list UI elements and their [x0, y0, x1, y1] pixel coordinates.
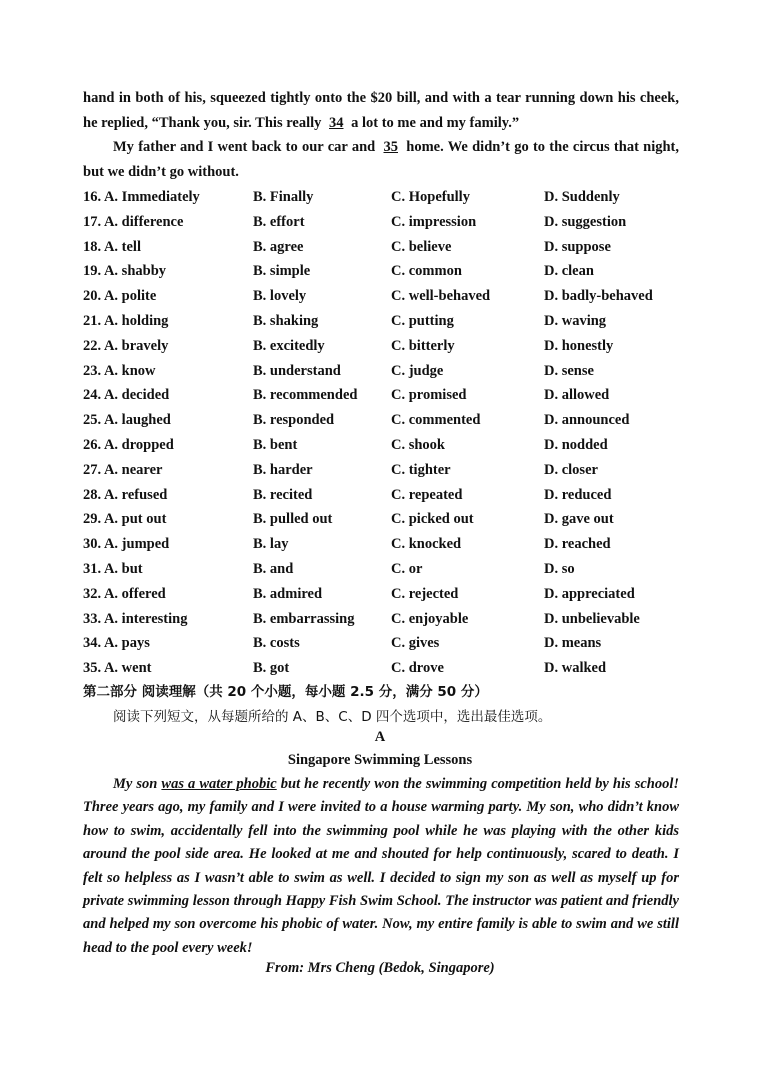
section-instruction: 阅读下列短文，从每题所给的 A、B、C、D 四个选项中，选出最佳选项。 — [113, 709, 552, 725]
option-row — [83, 383, 683, 408]
option-choice: C. gives — [391, 635, 440, 652]
option-row — [83, 210, 683, 235]
option-choice: 26. A. dropped — [83, 436, 174, 453]
option-choice: D. suggestion — [544, 213, 627, 230]
option-choice: C. tighter — [391, 461, 451, 478]
section-heading: 第二部分 阅读理解（共 20 个小题，每小题 2.5 分，满分 50 分） — [83, 684, 488, 700]
option-choice: D. means — [544, 635, 602, 652]
passage-text: My father and I went back to our car and — [113, 139, 376, 155]
option-row — [83, 532, 683, 557]
option-choice: B. pulled out — [253, 511, 333, 528]
option-choice: C. picked out — [391, 511, 474, 528]
option-choice: B. excitedly — [253, 337, 325, 354]
option-row — [83, 582, 683, 607]
option-row — [83, 185, 683, 210]
passage-source: From: Mrs Cheng (Bedok, Singapore) — [265, 960, 495, 976]
option-choice: D. clean — [544, 263, 594, 280]
option-choice: B. shaking — [253, 312, 319, 329]
option-choice: D. unbelievable — [544, 610, 640, 627]
option-row — [83, 458, 683, 483]
passage-paragraph-1 — [83, 86, 679, 136]
option-choice: B. got — [253, 660, 290, 677]
reading-passage — [83, 773, 679, 960]
option-choice: D. closer — [544, 461, 598, 478]
option-choice: B. understand — [253, 362, 341, 379]
underlined-phrase: was a water phobic — [161, 776, 277, 792]
blank-35: 35 — [383, 139, 398, 155]
passage-title: Singapore Swimming Lessons — [287, 752, 473, 768]
option-choice: 22. A. bravely — [83, 337, 169, 354]
blank-34: 34 — [329, 114, 344, 131]
option-choice: C. drove — [391, 660, 444, 677]
option-choice: D. waving — [544, 312, 607, 329]
option-choice: 20. A. polite — [83, 288, 157, 305]
option-choice: C. common — [391, 263, 462, 280]
option-choice: C. putting — [391, 312, 454, 329]
option-row — [83, 408, 683, 433]
option-choice: 19. A. shabby — [83, 263, 167, 280]
option-choice: C. judge — [391, 362, 444, 379]
option-row — [83, 631, 683, 656]
option-choice: C. Hopefully — [391, 189, 470, 205]
option-choice: 23. A. know — [83, 362, 156, 379]
option-choice: 34. A. pays — [83, 635, 150, 652]
option-choice: 30. A. jumped — [83, 536, 170, 553]
option-choice: B. recommended — [253, 387, 358, 404]
option-choice: C. bitterly — [391, 337, 455, 354]
option-choice: B. effort — [253, 213, 305, 230]
passage-text: My son — [113, 776, 158, 792]
option-choice: D. reduced — [544, 486, 612, 503]
passage-text: hand in both of his, squeezed tightly onto the $20 bill, and with a tear running down his cheek, he replied, “Thank you, sir. This really — [83, 90, 679, 131]
option-choice: 27. A. nearer — [83, 461, 163, 478]
option-choice: D. nodded — [544, 436, 608, 453]
option-choice: C. or — [391, 560, 423, 577]
option-row — [83, 557, 683, 582]
option-choice: D. Suddenly — [544, 189, 620, 205]
option-row — [83, 507, 683, 532]
option-row — [83, 284, 683, 309]
option-choice: C. well-behaved — [391, 288, 491, 305]
option-choice: B. lay — [253, 536, 289, 553]
option-choice: C. rejected — [391, 585, 459, 602]
option-choice: 31. A. but — [83, 560, 143, 577]
option-choice: C. shook — [391, 436, 445, 453]
option-row — [83, 483, 683, 508]
option-choice: B. bent — [253, 436, 298, 453]
option-row — [83, 656, 683, 681]
option-choice: B. embarrassing — [253, 610, 355, 627]
option-choice: D. allowed — [544, 387, 610, 404]
passage-paragraph-2 — [83, 135, 679, 185]
option-choice: 18. A. tell — [83, 238, 141, 255]
option-choice: B. lovely — [253, 288, 307, 305]
option-choice: B. Finally — [253, 189, 314, 205]
option-choice: D. badly-behaved — [544, 288, 653, 305]
option-choice: B. recited — [253, 486, 313, 503]
option-choice: C. commented — [391, 412, 481, 429]
passage-text: a lot to me and my family.” — [351, 114, 520, 131]
option-row — [83, 309, 683, 334]
passage-text: but he recently won the swimming competition held by his school! Three years ago, my family and I were invited to a house warming party. My son, who didn’t know how to swim, accidentally fell into the swimming pool while he was playing with the other kids around the pool side area. He looked at me and shouted for help continuously, scared to death. I felt so helpless as I wasn’t able to swim as well. I decided to sign my son as well as myself up for private swimming lesson through Happy Fish Swim School. The instructor was patient and friendly and helped my son overcome his phobic of water. Now, my entire family is able to swim and we still head to the pool every week! — [83, 776, 680, 956]
option-choice: D. reached — [544, 536, 611, 553]
option-choice: 35. A. went — [83, 660, 152, 677]
option-choice: B. simple — [253, 263, 311, 280]
option-choice: 33. A. interesting — [83, 610, 188, 627]
option-choice: C. knocked — [391, 536, 462, 553]
option-choice: 25. A. laughed — [83, 412, 171, 429]
passage-letter: A — [374, 729, 386, 745]
option-choice: B. harder — [253, 461, 313, 478]
passage-text: home. We didn’t go to the circus that night, but we didn’t go without. — [83, 139, 680, 180]
option-choice: B. agree — [253, 238, 304, 255]
option-choice: C. repeated — [391, 486, 463, 503]
option-choice: D. honestly — [544, 337, 614, 354]
option-choice: 29. A. put out — [83, 511, 167, 528]
option-choice: D. appreciated — [544, 585, 635, 602]
option-row — [83, 259, 683, 284]
option-choice: B. and — [253, 560, 294, 577]
option-choice: 21. A. holding — [83, 312, 169, 329]
option-choice: D. walked — [544, 660, 607, 677]
option-choice: B. admired — [253, 585, 323, 602]
option-choice: D. so — [544, 560, 575, 577]
option-choice: D. announced — [544, 412, 630, 429]
option-choice: 28. A. refused — [83, 486, 168, 503]
option-choice: B. costs — [253, 635, 300, 652]
option-row — [83, 607, 683, 632]
option-row — [83, 334, 683, 359]
option-choice: B. responded — [253, 412, 335, 429]
option-choice: D. suppose — [544, 238, 611, 255]
option-row — [83, 433, 683, 458]
option-choice: C. believe — [391, 238, 452, 255]
option-choice: C. impression — [391, 213, 477, 230]
option-choice: 32. A. offered — [83, 585, 166, 602]
option-choice: C. promised — [391, 387, 467, 404]
option-choice: 17. A. difference — [83, 213, 184, 230]
option-choice: D. gave out — [544, 511, 614, 528]
answer-options-list — [83, 185, 683, 681]
option-choice: 16. A. Immediately — [83, 189, 200, 205]
option-row — [83, 235, 683, 260]
option-choice: 24. A. decided — [83, 387, 170, 404]
option-choice: D. sense — [544, 362, 594, 379]
option-row — [83, 359, 683, 384]
option-choice: C. enjoyable — [391, 610, 469, 627]
